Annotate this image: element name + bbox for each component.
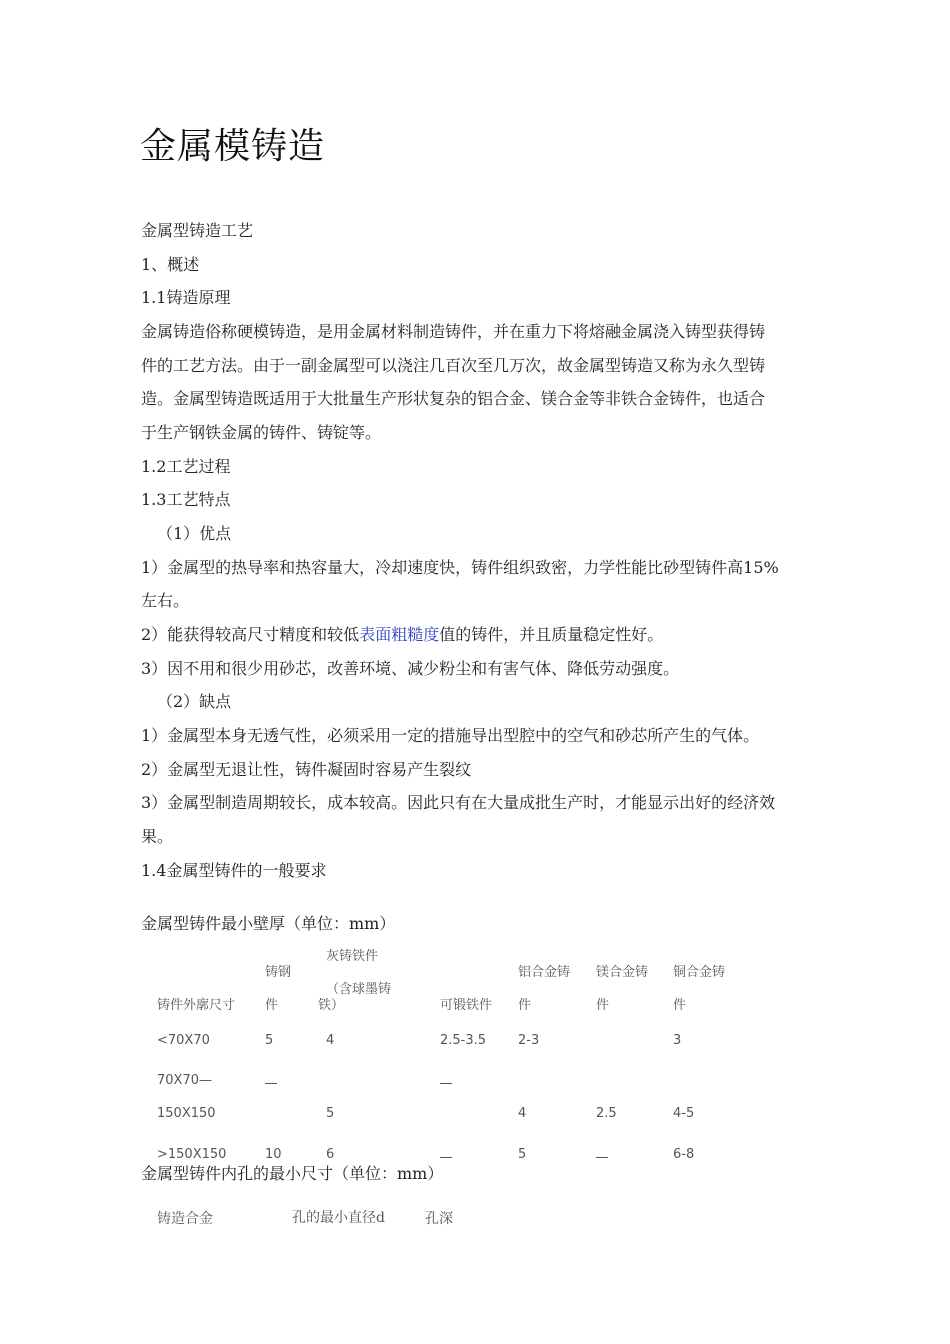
table1-row3-size: >150X150 <box>157 1147 227 1162</box>
table2-title: 金属型铸件内孔的最小尺寸（单位：mm） <box>141 1164 444 1183</box>
table1-row3-steel: 10 <box>265 1147 282 1162</box>
table2-header-alloy: 铸造合金 <box>157 1211 213 1227</box>
table1-row1-gray: 4 <box>326 1033 335 1048</box>
table1-header-gray-a: 灰铸铁件 <box>326 949 379 964</box>
table1-row2-steel-dash <box>265 1073 277 1088</box>
table1-header-cu-b: 件 <box>673 998 687 1013</box>
heading-process: 1.2工艺过程 <box>141 457 231 476</box>
table1-header-al-a: 铝合金铸 <box>518 965 571 980</box>
table1-row2-malleable-dash <box>440 1073 452 1088</box>
table1-header-gray-b: （含球墨铸 <box>326 982 392 997</box>
table1-row3-mg-dash <box>596 1147 608 1162</box>
advantage-3: 3）因不用和很少用砂芯，改善环境、减少粉尘和有害气体、降低劳动强度。 <box>141 659 680 678</box>
advantage-1-line-2: 左右。 <box>141 591 190 610</box>
document-title: 金属模铸造 <box>140 126 326 167</box>
table1-title: 金属型铸件最小壁厚（单位：mm） <box>141 914 396 933</box>
table1-row3-al: 5 <box>518 1147 527 1162</box>
surface-roughness-link[interactable]: 表面粗糙度 <box>359 625 440 644</box>
disadvantage-3-line-1: 3）金属型制造周期较长，成本较高。因此只有在大量成批生产时，才能显示出好的经济效 <box>141 793 776 812</box>
principle-line-2: 件的工艺方法。由于一副金属型可以浇注几百次至几万次，故金属型铸造又称为永久型铸 <box>141 356 766 375</box>
table1-row1-malleable: 2.5-3.5 <box>440 1033 487 1048</box>
table1-header-steel-a: 铸钢 <box>265 965 292 980</box>
table1-row1-size: <70X70 <box>157 1033 210 1048</box>
table2-header-hole-depth: 孔深 <box>425 1211 453 1227</box>
table1-row2-size-b: 150X150 <box>157 1106 216 1121</box>
heading-casting-principle: 1.1铸造原理 <box>141 288 231 307</box>
principle-line-1: 金属铸造俗称硬模铸造，是用金属材料制造铸件，并在重力下将熔融金属浇入铸型获得铸 <box>141 322 766 341</box>
advantage-2-suffix: 值的铸件，并且质量稳定性好。 <box>439 625 664 644</box>
disadvantages-heading: （2）缺点 <box>157 692 232 711</box>
table1-header-size: 铸件外廓尺寸 <box>157 998 236 1013</box>
table1-row2-mg: 2.5 <box>596 1106 617 1121</box>
table1-row1-cu: 3 <box>673 1033 682 1048</box>
table1-header-cu-a: 铜合金铸 <box>673 965 726 980</box>
table1-row3-malleable-dash <box>440 1147 452 1162</box>
disadvantage-3-line-2: 果。 <box>141 827 174 846</box>
advantage-1-line-1: 1）金属型的热导率和热容量大，冷却速度快，铸件组织致密，力学性能比砂型铸件高15% <box>141 558 779 577</box>
table1-header-gray-c: 铁） <box>318 998 345 1013</box>
table1-row2-cu: 4-5 <box>673 1106 695 1121</box>
disadvantage-1: 1）金属型本身无透气性，必须采用一定的措施导出型腔中的空气和砂芯所产生的气体。 <box>141 726 760 745</box>
table1-header-mg-b: 件 <box>596 998 610 1013</box>
table1-header-malleable: 可锻铁件 <box>440 998 493 1013</box>
principle-line-4: 于生产钢铁金属的铸件、铸锭等。 <box>141 423 382 442</box>
heading-general-requirements: 1.4金属型铸件的一般要求 <box>141 861 327 880</box>
heading-features: 1.3工艺特点 <box>141 490 231 509</box>
advantages-heading: （1）优点 <box>157 524 232 543</box>
table1-row2-size-a: 70X70— <box>157 1073 212 1088</box>
table1-row3-cu: 6-8 <box>673 1147 695 1162</box>
table1-row1-al: 2-3 <box>518 1033 540 1048</box>
table1-row2-gray: 5 <box>326 1106 335 1121</box>
disadvantage-2: 2）金属型无退让性，铸件凝固时容易产生裂纹 <box>141 760 472 779</box>
section-title: 金属型铸造工艺 <box>141 221 254 240</box>
table1-header-steel-b: 件 <box>265 998 279 1013</box>
principle-line-3: 造。金属型铸造既适用于大批量生产形状复杂的铝合金、镁合金等非铁合金铸件，也适合 <box>141 389 766 408</box>
advantage-2 <box>141 618 663 652</box>
advantage-2-prefix: 2）能获得较高尺寸精度和较低 <box>141 625 360 644</box>
table2-header-min-diameter: 孔的最小直径d <box>292 1210 385 1226</box>
table1-row2-al: 4 <box>518 1106 527 1121</box>
table1-row3-gray: 6 <box>326 1147 335 1162</box>
table1-row1-steel: 5 <box>265 1033 274 1048</box>
table1-header-al-b: 件 <box>518 998 532 1013</box>
heading-overview: 1、概述 <box>141 255 200 274</box>
table1-header-mg-a: 镁合金铸 <box>596 965 649 980</box>
